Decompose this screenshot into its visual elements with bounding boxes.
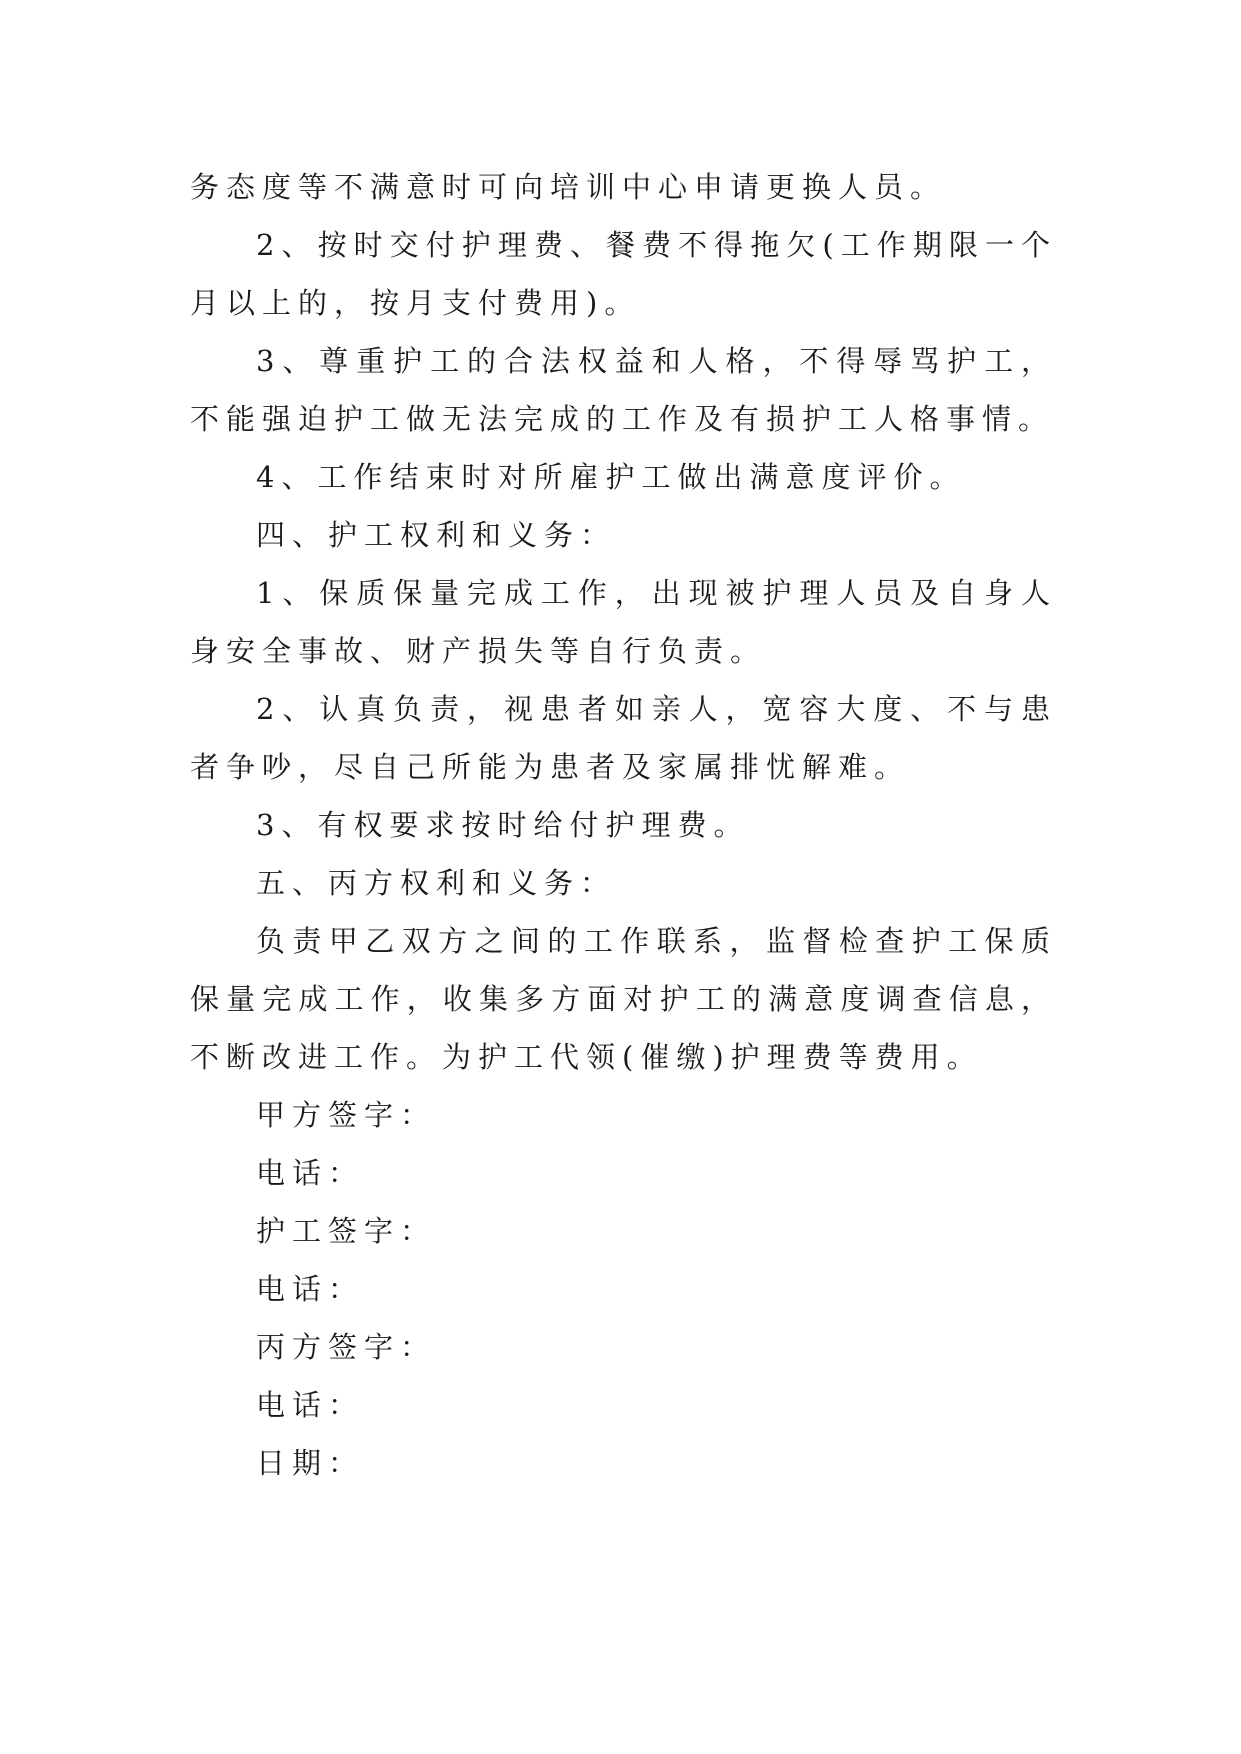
signature-caregiver: 护工签字：: [256, 1214, 437, 1248]
signature-party-c: 丙方签字：: [256, 1330, 437, 1364]
paragraph-caregiver-item-3: 3、有权要求按时给付护理费。: [256, 808, 750, 842]
paragraph-caregiver-item-2: 2、认真负责，视患者如亲人，宽容大度、不与患者争吵，尽自己所能为患者及家属排忧解难。: [190, 692, 1057, 784]
phone-party-c: 电话：: [256, 1388, 365, 1422]
section-heading-party-c: 五、丙方权利和义务：: [256, 866, 617, 900]
signature-party-a: 甲方签字：: [256, 1098, 437, 1132]
paragraph-caregiver-item-1: 1、保质保量完成工作，出现被护理人员及自身人身安全事故、财产损失等自行负责。: [190, 576, 1057, 668]
paragraph-party-c-duties: 负责甲乙双方之间的工作联系，监督检查护工保质保量完成工作，收集多方面对护工的满意度调查信息，不断改进工作。为护工代领(催缴)护理费等费用。: [190, 924, 1057, 1074]
continued-paragraph: 务态度等不满意时可向培训中心申请更换人员。: [190, 170, 947, 204]
document-body: [190, 158, 1057, 1492]
date-field: 日期：: [256, 1446, 365, 1480]
phone-caregiver: 电话：: [256, 1272, 365, 1306]
phone-party-a: 电话：: [256, 1156, 365, 1190]
paragraph-party-a-item-2: 2、按时交付护理费、餐费不得拖欠(工作期限一个月以上的，按月支付费用)。: [190, 228, 1057, 320]
section-heading-caregiver: 四、护工权利和义务：: [256, 518, 617, 552]
paragraph-party-a-item-3: 3、尊重护工的合法权益和人格，不得辱骂护工，不能强迫护工做无法完成的工作及有损护工人格事情。: [190, 344, 1057, 436]
paragraph-party-a-item-4: 4、工作结束时对所雇护工做出满意度评价。: [256, 460, 966, 494]
